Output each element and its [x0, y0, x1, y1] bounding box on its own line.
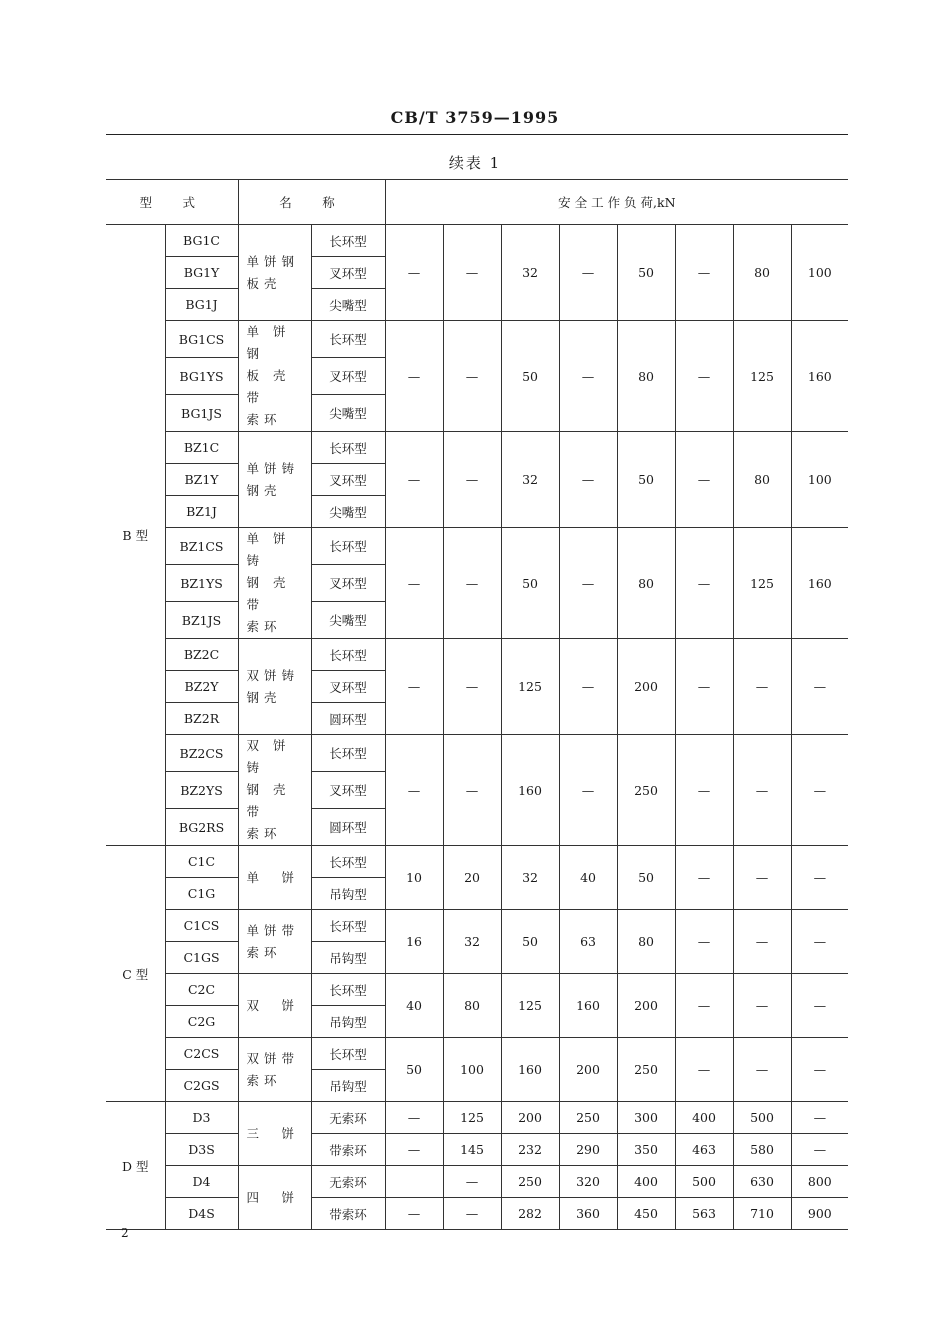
load-cell: 200 [617, 639, 675, 735]
variant-cell: 叉环型 [311, 772, 385, 809]
load-cell: — [675, 1038, 733, 1102]
table-row [106, 974, 848, 1006]
model-cell: BZ1YS [165, 565, 238, 602]
name-line: 单饼钢 [246, 253, 300, 269]
load-cell: 125 [733, 321, 791, 432]
load-cell: 80 [733, 225, 791, 321]
name-line: 双 饼 铸 [246, 738, 291, 775]
model-cell: BZ1Y [165, 464, 238, 496]
load-cell: — [675, 846, 733, 910]
load-cell: — [385, 321, 443, 432]
name-line: 单 饼 铸 [246, 531, 291, 568]
load-cell: 50 [617, 225, 675, 321]
table-row [106, 432, 848, 464]
load-cell: — [385, 639, 443, 735]
load-cell: 80 [617, 528, 675, 639]
load-cell: — [443, 1198, 501, 1230]
table-row [106, 1134, 848, 1166]
load-cell: — [675, 735, 733, 846]
variant-cell: 无索环 [311, 1166, 385, 1198]
load-cell: 125 [443, 1102, 501, 1134]
table-row [106, 846, 848, 878]
variant-cell: 长环型 [311, 846, 385, 878]
name-line: 双饼铸 [246, 667, 300, 683]
model-cell: C1GS [165, 942, 238, 974]
load-cell: — [385, 225, 443, 321]
header-rule [106, 134, 848, 135]
table-header-row [106, 180, 848, 225]
load-cell: — [791, 1134, 848, 1166]
name-line: 单 饼 钢 [246, 324, 291, 361]
load-cell: 100 [791, 225, 848, 321]
variant-cell: 长环型 [311, 321, 385, 358]
variant-cell: 叉环型 [311, 358, 385, 395]
model-cell: BZ2CS [165, 735, 238, 772]
variant-cell: 长环型 [311, 974, 385, 1006]
load-cell: 160 [791, 528, 848, 639]
model-cell: BG1Y [165, 257, 238, 289]
variant-cell: 长环型 [311, 1038, 385, 1070]
model-cell: BZ1C [165, 432, 238, 464]
load-cell: 290 [559, 1134, 617, 1166]
name-line: 索环 [246, 619, 282, 634]
load-cell: 200 [559, 1038, 617, 1102]
load-cell: — [443, 1166, 501, 1198]
load-cell: 400 [617, 1166, 675, 1198]
load-cell: 80 [617, 910, 675, 974]
model-cell: C2G [165, 1006, 238, 1038]
table-caption: 续表 1 [448, 154, 502, 172]
load-cell: — [443, 432, 501, 528]
name-line: 钢壳 [246, 482, 282, 498]
load-cell: 200 [501, 1102, 559, 1134]
load-cell: 50 [385, 1038, 443, 1102]
load-cell: — [791, 1102, 848, 1134]
page-number: 2 [121, 1226, 129, 1240]
load-cell: — [791, 846, 848, 910]
load-cell: — [443, 639, 501, 735]
model-cell: BZ2YS [165, 772, 238, 809]
load-cell: 50 [501, 321, 559, 432]
name-cell [238, 225, 311, 321]
load-cell: 125 [733, 528, 791, 639]
load-cell: 80 [617, 321, 675, 432]
model-cell: C1G [165, 878, 238, 910]
model-cell: BG1CS [165, 321, 238, 358]
name-cell [238, 639, 311, 735]
table-row [106, 321, 848, 358]
model-cell: BG1C [165, 225, 238, 257]
variant-cell: 长环型 [311, 432, 385, 464]
load-cell: 80 [733, 432, 791, 528]
load-cell: — [791, 735, 848, 846]
model-cell: C2C [165, 974, 238, 1006]
model-cell: BG2RS [165, 809, 238, 846]
variant-cell: 长环型 [311, 639, 385, 671]
load-cell: 563 [675, 1198, 733, 1230]
name-cell [238, 846, 311, 910]
load-cell: 50 [501, 528, 559, 639]
load-cell: 630 [733, 1166, 791, 1198]
variant-cell: 尖嘴型 [311, 289, 385, 321]
variant-cell: 尖嘴型 [311, 602, 385, 639]
table-row [106, 910, 848, 942]
load-cell: — [733, 846, 791, 910]
load-cell: 710 [733, 1198, 791, 1230]
load-cell: 250 [617, 735, 675, 846]
load-cell: 320 [559, 1166, 617, 1198]
column-header-name: 名 称 [238, 180, 385, 225]
load-cell: — [675, 225, 733, 321]
variant-cell: 圆环型 [311, 703, 385, 735]
variant-cell: 叉环型 [311, 257, 385, 289]
model-cell: C1CS [165, 910, 238, 942]
name-cell [238, 1038, 311, 1102]
variant-cell: 长环型 [311, 910, 385, 942]
load-cell [385, 1166, 443, 1198]
model-cell: BZ1JS [165, 602, 238, 639]
name-line: 板壳 [246, 275, 282, 291]
variant-cell: 长环型 [311, 528, 385, 565]
load-cell: 160 [559, 974, 617, 1038]
load-cell: 900 [791, 1198, 848, 1230]
name-line: 钢 壳 带 [246, 782, 291, 819]
load-cell: — [385, 528, 443, 639]
column-header-type: 型 式 [106, 180, 238, 225]
load-cell: — [675, 910, 733, 974]
table-row [106, 528, 848, 565]
load-cell: — [443, 528, 501, 639]
load-cell: — [559, 735, 617, 846]
load-cell: 100 [791, 432, 848, 528]
load-cell: — [791, 1038, 848, 1102]
load-cell: 10 [385, 846, 443, 910]
table-row [106, 1198, 848, 1230]
name-line: 三 饼 [246, 1125, 300, 1141]
load-cell: 40 [385, 974, 443, 1038]
load-cell: 250 [501, 1166, 559, 1198]
variant-cell: 吊钩型 [311, 1070, 385, 1102]
load-cell: — [733, 1038, 791, 1102]
load-cell: 450 [617, 1198, 675, 1230]
load-cell: — [443, 225, 501, 321]
model-cell: C1C [165, 846, 238, 878]
name-cell [238, 432, 311, 528]
model-cell: BZ2Y [165, 671, 238, 703]
type-cell: B 型 [106, 225, 165, 846]
name-line: 单饼铸 [246, 460, 300, 476]
load-cell: — [791, 974, 848, 1038]
model-cell: D3S [165, 1134, 238, 1166]
table-row [106, 225, 848, 257]
name-line: 索环 [246, 944, 282, 960]
table-row [106, 639, 848, 671]
load-cell: — [385, 1198, 443, 1230]
table-row [106, 735, 848, 772]
load-cell: 400 [675, 1102, 733, 1134]
name-cell [238, 1102, 311, 1166]
load-cell: — [791, 910, 848, 974]
load-cell: 463 [675, 1134, 733, 1166]
name-cell [238, 735, 311, 846]
model-cell: BG1J [165, 289, 238, 321]
load-cell: 32 [501, 846, 559, 910]
load-cell: 50 [501, 910, 559, 974]
table-row [106, 1166, 848, 1198]
name-line: 板 壳 带 [246, 368, 291, 405]
model-cell: C2CS [165, 1038, 238, 1070]
load-cell: — [559, 432, 617, 528]
load-cell: — [559, 639, 617, 735]
load-cell: 125 [501, 639, 559, 735]
load-cell: — [791, 639, 848, 735]
load-cell: 80 [443, 974, 501, 1038]
variant-cell: 圆环型 [311, 809, 385, 846]
load-cell: 63 [559, 910, 617, 974]
load-cell: 500 [675, 1166, 733, 1198]
table-row [106, 1102, 848, 1134]
variant-cell: 吊钩型 [311, 942, 385, 974]
table-row [106, 1038, 848, 1070]
name-cell [238, 321, 311, 432]
model-cell: D4 [165, 1166, 238, 1198]
variant-cell: 带索环 [311, 1134, 385, 1166]
load-cell: 32 [443, 910, 501, 974]
name-cell [238, 974, 311, 1038]
load-cell: 50 [617, 432, 675, 528]
variant-cell: 叉环型 [311, 671, 385, 703]
load-cell: 16 [385, 910, 443, 974]
name-line: 双饼带 [246, 1050, 300, 1066]
model-cell: D3 [165, 1102, 238, 1134]
load-cell: 350 [617, 1134, 675, 1166]
variant-cell: 叉环型 [311, 565, 385, 602]
load-cell: — [675, 528, 733, 639]
load-cell: — [675, 321, 733, 432]
load-cell: 160 [501, 735, 559, 846]
model-cell: BZ1CS [165, 528, 238, 565]
load-cell: — [559, 528, 617, 639]
name-line: 索环 [246, 1072, 282, 1088]
load-cell: 160 [501, 1038, 559, 1102]
load-cell: — [385, 1102, 443, 1134]
load-cell: 32 [501, 432, 559, 528]
variant-cell: 无索环 [311, 1102, 385, 1134]
load-cell: 160 [791, 321, 848, 432]
variant-cell: 长环型 [311, 735, 385, 772]
load-cell: 145 [443, 1134, 501, 1166]
load-cell: 250 [617, 1038, 675, 1102]
load-cell: 232 [501, 1134, 559, 1166]
column-header-load: 安 全 工 作 负 荷,kN [385, 180, 848, 225]
load-cell: 40 [559, 846, 617, 910]
load-cell: 20 [443, 846, 501, 910]
variant-cell: 长环型 [311, 225, 385, 257]
model-cell: C2GS [165, 1070, 238, 1102]
model-cell: BZ2R [165, 703, 238, 735]
name-line: 单 饼 [246, 869, 300, 885]
name-line: 钢 壳 带 [246, 575, 291, 612]
name-line: 索环 [246, 412, 282, 427]
load-cell: — [733, 639, 791, 735]
model-cell: BZ1J [165, 496, 238, 528]
load-cell: — [675, 974, 733, 1038]
model-cell: D4S [165, 1198, 238, 1230]
load-cell: 500 [733, 1102, 791, 1134]
name-line: 四 饼 [246, 1189, 300, 1205]
load-cell: 50 [617, 846, 675, 910]
type-cell: C 型 [106, 846, 165, 1102]
load-cell: — [675, 639, 733, 735]
variant-cell: 叉环型 [311, 464, 385, 496]
load-cell: 800 [791, 1166, 848, 1198]
name-line: 单饼带 [246, 922, 300, 938]
model-cell: BG1YS [165, 358, 238, 395]
name-cell [238, 528, 311, 639]
standard-code: CB/T 3759—1995 [390, 108, 560, 127]
model-cell: BZ2C [165, 639, 238, 671]
load-cell: — [733, 910, 791, 974]
load-cell: 300 [617, 1102, 675, 1134]
variant-cell: 带索环 [311, 1198, 385, 1230]
load-cell: — [733, 735, 791, 846]
load-cell: — [385, 735, 443, 846]
variant-cell: 尖嘴型 [311, 496, 385, 528]
load-table [106, 179, 848, 1230]
load-cell: 282 [501, 1198, 559, 1230]
type-cell: D 型 [106, 1102, 165, 1230]
load-cell: — [733, 974, 791, 1038]
load-cell: — [559, 225, 617, 321]
load-cell: 360 [559, 1198, 617, 1230]
load-cell: — [443, 735, 501, 846]
variant-cell: 吊钩型 [311, 1006, 385, 1038]
name-line: 索环 [246, 826, 282, 841]
name-cell [238, 1166, 311, 1230]
load-cell: — [559, 321, 617, 432]
load-cell: — [443, 321, 501, 432]
load-cell: 125 [501, 974, 559, 1038]
variant-cell: 吊钩型 [311, 878, 385, 910]
load-cell: — [385, 1134, 443, 1166]
variant-cell: 尖嘴型 [311, 395, 385, 432]
load-cell: — [385, 432, 443, 528]
name-line: 双 饼 [246, 997, 300, 1013]
load-cell: 32 [501, 225, 559, 321]
name-line: 钢壳 [246, 689, 282, 705]
name-cell [238, 910, 311, 974]
load-cell: 100 [443, 1038, 501, 1102]
load-cell: 200 [617, 974, 675, 1038]
load-cell: — [675, 432, 733, 528]
load-cell: 580 [733, 1134, 791, 1166]
load-cell: 250 [559, 1102, 617, 1134]
model-cell: BG1JS [165, 395, 238, 432]
